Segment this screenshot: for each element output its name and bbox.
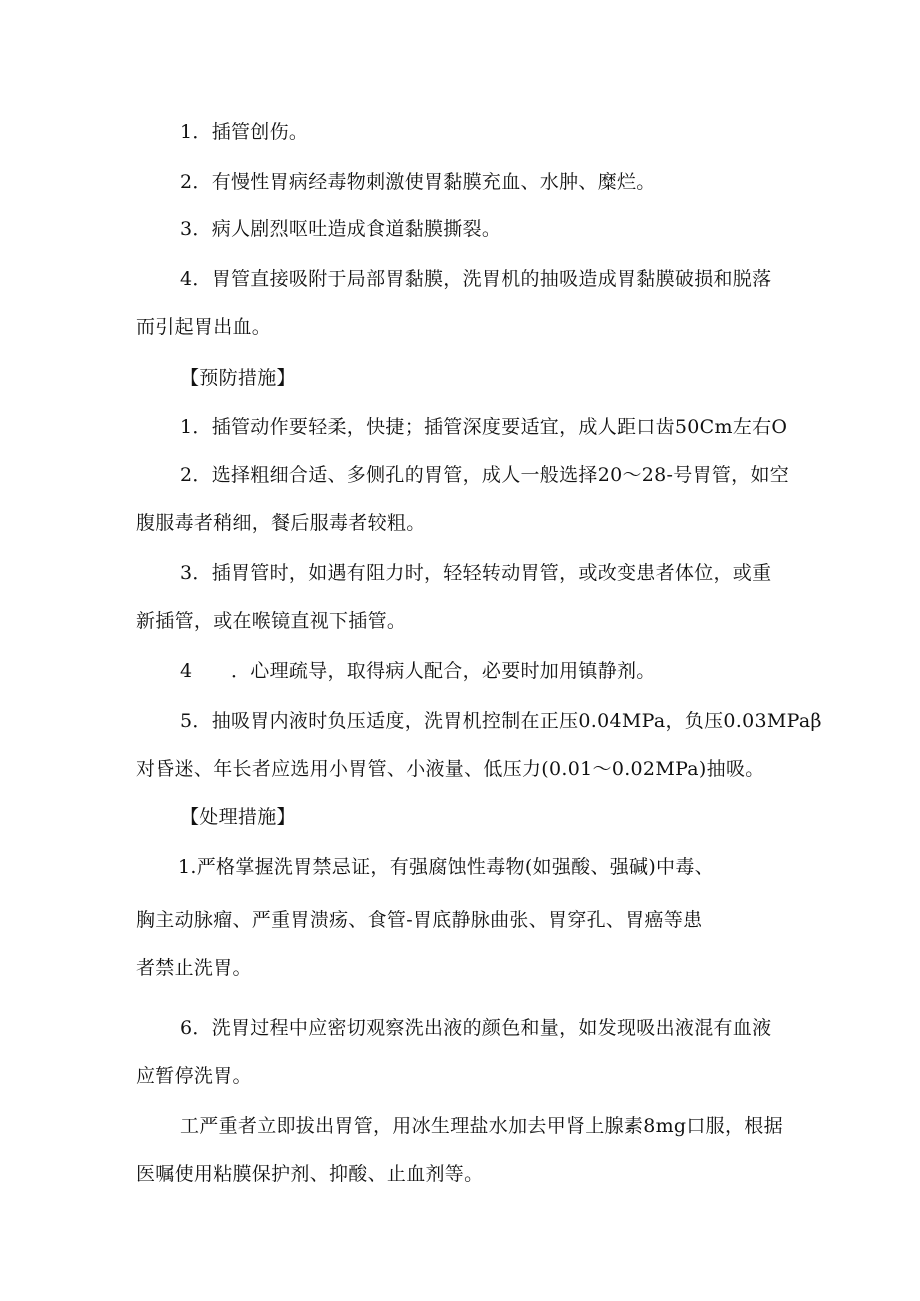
cause-item-3: 3．病人剧烈呕吐造成食道黏膜撕裂。 [180, 218, 502, 240]
cause-item-2: 2．有慢性胃病经毒物刺激使胃黏膜充血、水肿、糜烂。 [180, 171, 656, 193]
prevention-heading: 【预防措施】 [180, 367, 296, 389]
treatment-item-7: 工严重者立即拔出胃管，用冰生理盐水加去甲肾上腺素8mg口服，根据 [180, 1115, 783, 1137]
prevention-item-1: 1．插管动作要轻柔，快捷；插管深度要适宜，成人距口齿50Cm左右O [180, 416, 788, 438]
treatment-heading: 【处理措施】 [180, 806, 296, 828]
prevention-item-5-cont: 对昏迷、年长者应选用小胃管、小液量、低压力(0.01～0.02MPa)抽吸。 [136, 758, 765, 780]
prevention-item-3-cont: 新插管，或在喉镜直视下插管。 [136, 610, 407, 632]
prevention-item-5: 5．抽吸胃内液时负压适度，洗胃机控制在正压0.04MPa，负压0.03MPaβ [180, 710, 822, 732]
treatment-item-1-cont2: 者禁止洗胃。 [136, 957, 252, 979]
cause-item-1: 1．插管创伤。 [180, 121, 309, 143]
treatment-item-1-cont: 胸主动脉瘤、严重胃溃疡、食管-胃底静脉曲张、胃穿孔、胃癌等患 [136, 909, 703, 931]
treatment-item-6-cont: 应暂停洗胃。 [136, 1065, 252, 1087]
treatment-item-7-cont: 医嘱使用粘膜保护剂、抑酸、止血剂等。 [136, 1163, 484, 1185]
prevention-item-2-cont: 腹服毒者稍细，餐后服毒者较粗。 [136, 512, 426, 534]
treatment-item-6: 6．洗胃过程中应密切观察洗出液的颜色和量，如发现吸出液混有血液 [180, 1017, 772, 1039]
cause-item-4: 4．胃管直接吸附于局部胃黏膜，洗胃机的抽吸造成胃黏膜破损和脱落 [180, 268, 772, 290]
prevention-item-2: 2．选择粗细合适、多侧孔的胃管，成人一般选择20～28-号胃管，如空 [180, 464, 790, 486]
prevention-item-3: 3．插胃管时，如遇有阻力时，轻轻转动胃管，或改变患者体位，或重 [180, 562, 772, 584]
prevention-item-4: 4 ．心理疏导，取得病人配合，必要时加用镇静剂。 [180, 660, 656, 682]
cause-item-4-cont: 而引起胃出血。 [136, 316, 272, 338]
treatment-item-1: 1.严格掌握洗胃禁忌证，有强腐蚀性毒物(如强酸、强碱)中毒、 [178, 856, 714, 878]
